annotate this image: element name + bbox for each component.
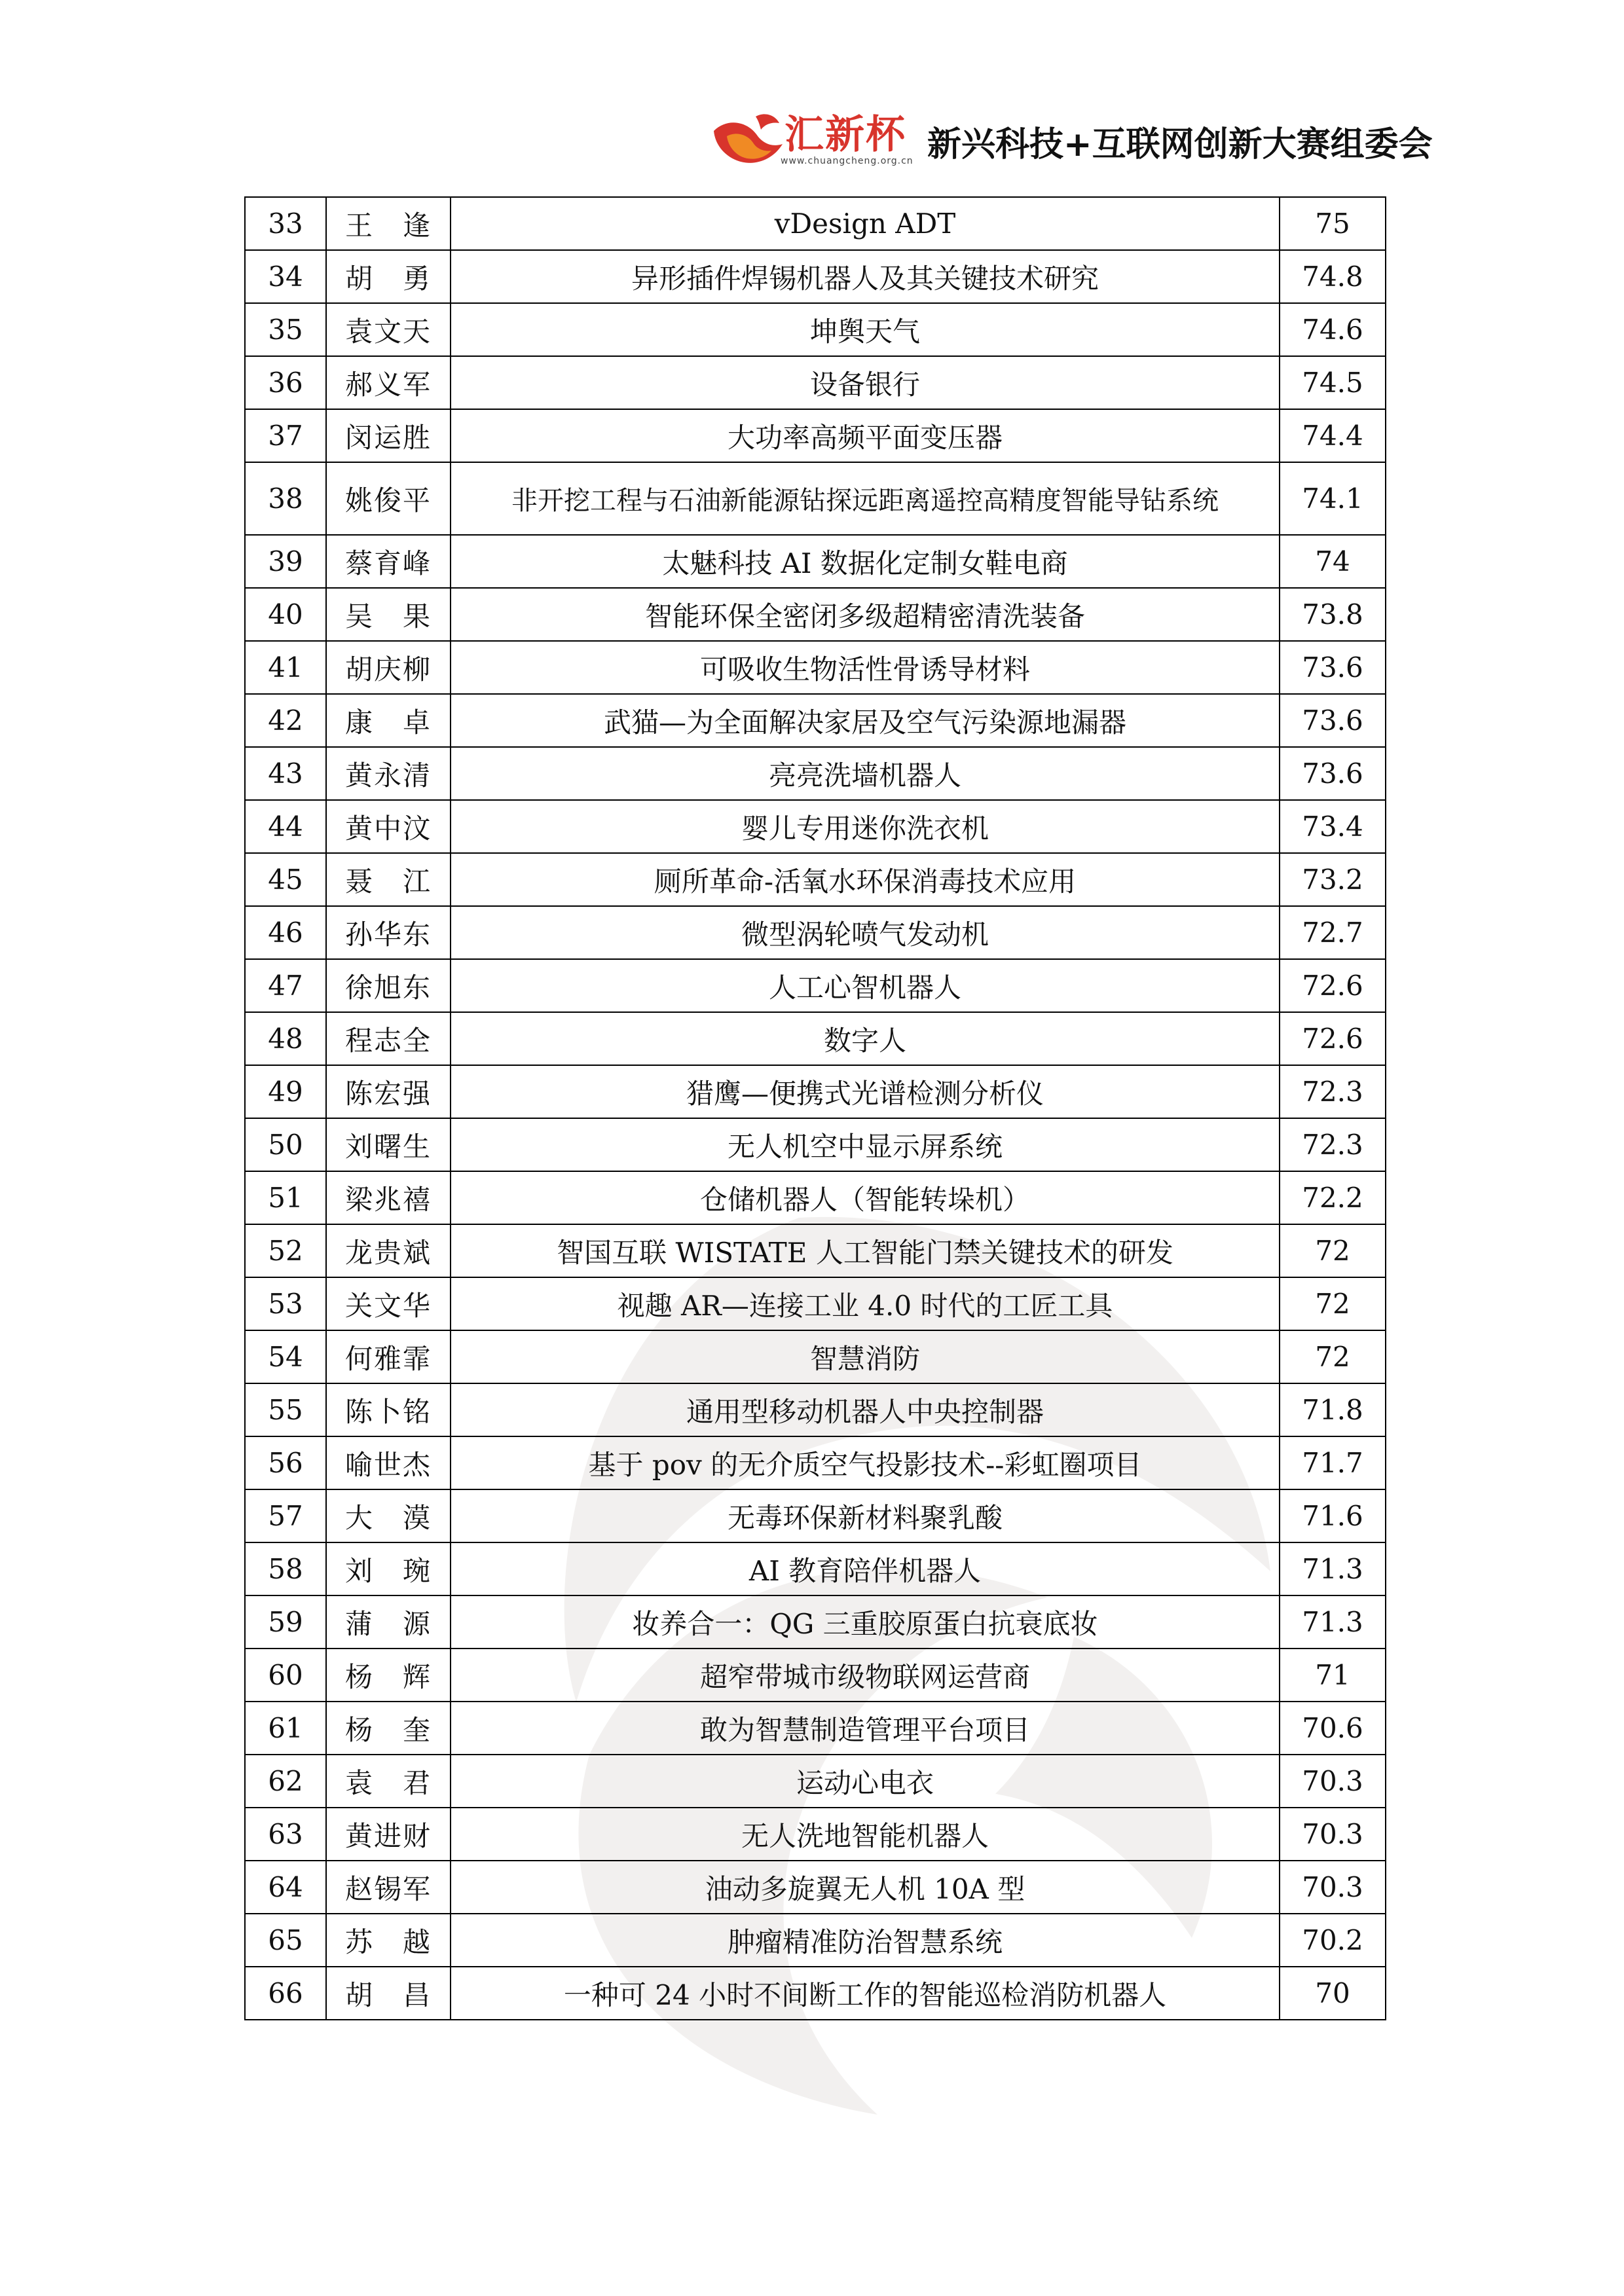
project-name: 可吸收生物活性骨诱导材料 [451,641,1280,694]
row-number: 59 [245,1595,326,1649]
project-name: 妆养合一：QG 三重胶原蛋白抗衰底妆 [451,1595,1280,1649]
participant-name: 喻世杰 [326,1436,451,1489]
row-number: 66 [245,1967,326,2020]
table-row [245,409,1386,462]
score: 70.3 [1280,1861,1386,1914]
row-number: 50 [245,1118,326,1171]
table-row [245,1755,1386,1808]
row-number: 63 [245,1808,326,1861]
table-row [245,1808,1386,1861]
participant-name: 赵锡军 [326,1861,451,1914]
table-row [245,535,1386,588]
table-row [245,1277,1386,1330]
table-row [245,1171,1386,1224]
project-name: 猎鹰—便携式光谱检测分析仪 [451,1065,1280,1118]
score: 70.3 [1280,1755,1386,1808]
row-number: 61 [245,1702,326,1755]
score: 73.8 [1280,588,1386,641]
project-name: 异形插件焊锡机器人及其关键技术研究 [451,250,1280,303]
score: 71.3 [1280,1595,1386,1649]
project-name: 太魅科技 AI 数据化定制女鞋电商 [451,535,1280,588]
project-name: 智能环保全密闭多级超精密清洗装备 [451,588,1280,641]
participant-name: 程志全 [326,1012,451,1065]
table-row [245,959,1386,1012]
participant-name: 苏 越 [326,1914,451,1967]
table-row [245,1914,1386,1967]
row-number: 40 [245,588,326,641]
participant-name: 刘曙生 [326,1118,451,1171]
row-number: 56 [245,1436,326,1489]
project-name: 数字人 [451,1012,1280,1065]
participant-name: 黄永清 [326,747,451,800]
score: 73.6 [1280,747,1386,800]
row-number: 65 [245,1914,326,1967]
row-number: 64 [245,1861,326,1914]
project-name: 基于 pov 的无介质空气投影技术--彩虹圈项目 [451,1436,1280,1489]
logo-url: www.chuangcheng.org.cn [781,156,913,166]
participant-name: 孙华东 [326,906,451,959]
row-number: 51 [245,1171,326,1224]
score: 72 [1280,1330,1386,1383]
project-name: 通用型移动机器人中央控制器 [451,1383,1280,1436]
project-name: 无人洗地智能机器人 [451,1808,1280,1861]
project-name: 微型涡轮喷气发动机 [451,906,1280,959]
project-name: 一种可 24 小时不间断工作的智能巡检消防机器人 [451,1967,1280,2020]
project-name: 大功率高频平面变压器 [451,409,1280,462]
table-row [245,853,1386,906]
score: 72 [1280,1224,1386,1277]
row-number: 41 [245,641,326,694]
page-header [707,98,1433,183]
row-number: 53 [245,1277,326,1330]
participant-name: 大 漠 [326,1489,451,1542]
project-name: 设备银行 [451,356,1280,409]
table-row [245,1542,1386,1595]
project-name: 婴儿专用迷你洗衣机 [451,800,1280,853]
participant-name: 徐旭东 [326,959,451,1012]
table-row [245,197,1386,250]
row-number: 58 [245,1542,326,1595]
project-name: 武猫—为全面解决家居及空气污染源地漏器 [451,694,1280,747]
score: 71 [1280,1649,1386,1702]
table-row [245,641,1386,694]
organizer-title: 新兴科技+互联网创新大赛组委会 [927,124,1433,164]
score: 70.3 [1280,1808,1386,1861]
row-number: 38 [245,462,326,535]
row-number: 54 [245,1330,326,1383]
participant-name: 康 卓 [326,694,451,747]
participant-name: 杨 奎 [326,1702,451,1755]
participant-name: 姚俊平 [326,462,451,535]
row-number: 42 [245,694,326,747]
score: 71.7 [1280,1436,1386,1489]
participant-name: 杨 辉 [326,1649,451,1702]
participant-name: 黄进财 [326,1808,451,1861]
score: 73.4 [1280,800,1386,853]
project-name: 超窄带城市级物联网运营商 [451,1649,1280,1702]
participant-name: 胡庆柳 [326,641,451,694]
table-row [245,906,1386,959]
row-number: 57 [245,1489,326,1542]
table-row [245,1436,1386,1489]
table-row [245,1702,1386,1755]
score: 75 [1280,197,1386,250]
project-name: vDesign ADT [451,197,1280,250]
project-name: 厕所革命-活氧水环保消毒技术应用 [451,853,1280,906]
row-number: 60 [245,1649,326,1702]
score: 74.6 [1280,303,1386,356]
row-number: 43 [245,747,326,800]
table-row [245,1967,1386,2020]
score: 70 [1280,1967,1386,2020]
participant-name: 王 逢 [326,197,451,250]
flame-logo-icon [707,105,786,170]
row-number: 48 [245,1012,326,1065]
score: 72 [1280,1277,1386,1330]
project-name: 智慧消防 [451,1330,1280,1383]
table-row [245,588,1386,641]
table-row [245,1861,1386,1914]
project-name: 智国互联 WISTATE 人工智能门禁关键技术的研发 [451,1224,1280,1277]
project-name: 坤舆天气 [451,303,1280,356]
table-row [245,800,1386,853]
participant-name: 陈宏强 [326,1065,451,1118]
score: 72.2 [1280,1171,1386,1224]
participant-name: 龙贵斌 [326,1224,451,1277]
project-name: 油动多旋翼无人机 10A 型 [451,1861,1280,1914]
score: 73.6 [1280,641,1386,694]
project-name: 视趣 AR—连接工业 4.0 时代的工匠工具 [451,1277,1280,1330]
score: 70.6 [1280,1702,1386,1755]
participant-name: 闵运胜 [326,409,451,462]
row-number: 62 [245,1755,326,1808]
participant-name: 黄中汶 [326,800,451,853]
row-number: 55 [245,1383,326,1436]
participant-name: 袁 君 [326,1755,451,1808]
row-number: 47 [245,959,326,1012]
score: 71.3 [1280,1542,1386,1595]
score: 71.8 [1280,1383,1386,1436]
row-number: 33 [245,197,326,250]
project-name: 仓储机器人（智能转垛机） [451,1171,1280,1224]
project-name: 亮亮洗墙机器人 [451,747,1280,800]
participant-name: 关文华 [326,1277,451,1330]
table-row [245,462,1386,535]
score: 70.2 [1280,1914,1386,1967]
score: 74.5 [1280,356,1386,409]
project-name: AI 教育陪伴机器人 [451,1542,1280,1595]
participant-name: 刘 琬 [326,1542,451,1595]
table-row [245,1383,1386,1436]
row-number: 36 [245,356,326,409]
participant-name: 聂 江 [326,853,451,906]
project-name: 人工心智机器人 [451,959,1280,1012]
participant-name: 吴 果 [326,588,451,641]
row-number: 37 [245,409,326,462]
row-number: 34 [245,250,326,303]
table-row [245,356,1386,409]
score: 72.7 [1280,906,1386,959]
table-row [245,1649,1386,1702]
participant-name: 陈卜铭 [326,1383,451,1436]
row-number: 52 [245,1224,326,1277]
project-name: 敢为智慧制造管理平台项目 [451,1702,1280,1755]
participant-name: 何雅霏 [326,1330,451,1383]
score: 72.3 [1280,1118,1386,1171]
table-row [245,303,1386,356]
table-row [245,1065,1386,1118]
row-number: 35 [245,303,326,356]
participant-name: 袁文天 [326,303,451,356]
participant-name: 胡 昌 [326,1967,451,2020]
table-row [245,1489,1386,1542]
score: 74.4 [1280,409,1386,462]
table-row [245,1224,1386,1277]
table-row [245,1595,1386,1649]
huixinbei-logo [707,98,923,183]
project-name: 运动心电衣 [451,1755,1280,1808]
results-table [244,196,1386,2020]
score: 73.6 [1280,694,1386,747]
project-name: 非开挖工程与石油新能源钻探远距离遥控高精度智能导钻系统 [451,462,1280,535]
row-number: 39 [245,535,326,588]
score: 71.6 [1280,1489,1386,1542]
participant-name: 梁兆禧 [326,1171,451,1224]
score: 74.8 [1280,250,1386,303]
table-row [245,250,1386,303]
project-name: 无人机空中显示屏系统 [451,1118,1280,1171]
table-row [245,1012,1386,1065]
table-row [245,694,1386,747]
row-number: 49 [245,1065,326,1118]
participant-name: 蔡育峰 [326,535,451,588]
project-name: 肿瘤精准防治智慧系统 [451,1914,1280,1967]
table-row [245,747,1386,800]
score: 72.6 [1280,1012,1386,1065]
row-number: 44 [245,800,326,853]
row-number: 46 [245,906,326,959]
score: 74.1 [1280,462,1386,535]
participant-name: 郝义军 [326,356,451,409]
score: 73.2 [1280,853,1386,906]
logo-text: 汇新杯 [784,112,906,158]
participant-name: 胡 勇 [326,250,451,303]
row-number: 45 [245,853,326,906]
participant-name: 蒲 源 [326,1595,451,1649]
score: 72.3 [1280,1065,1386,1118]
project-name: 无毒环保新材料聚乳酸 [451,1489,1280,1542]
table-row [245,1118,1386,1171]
score: 72.6 [1280,959,1386,1012]
score: 74 [1280,535,1386,588]
table-row [245,1330,1386,1383]
